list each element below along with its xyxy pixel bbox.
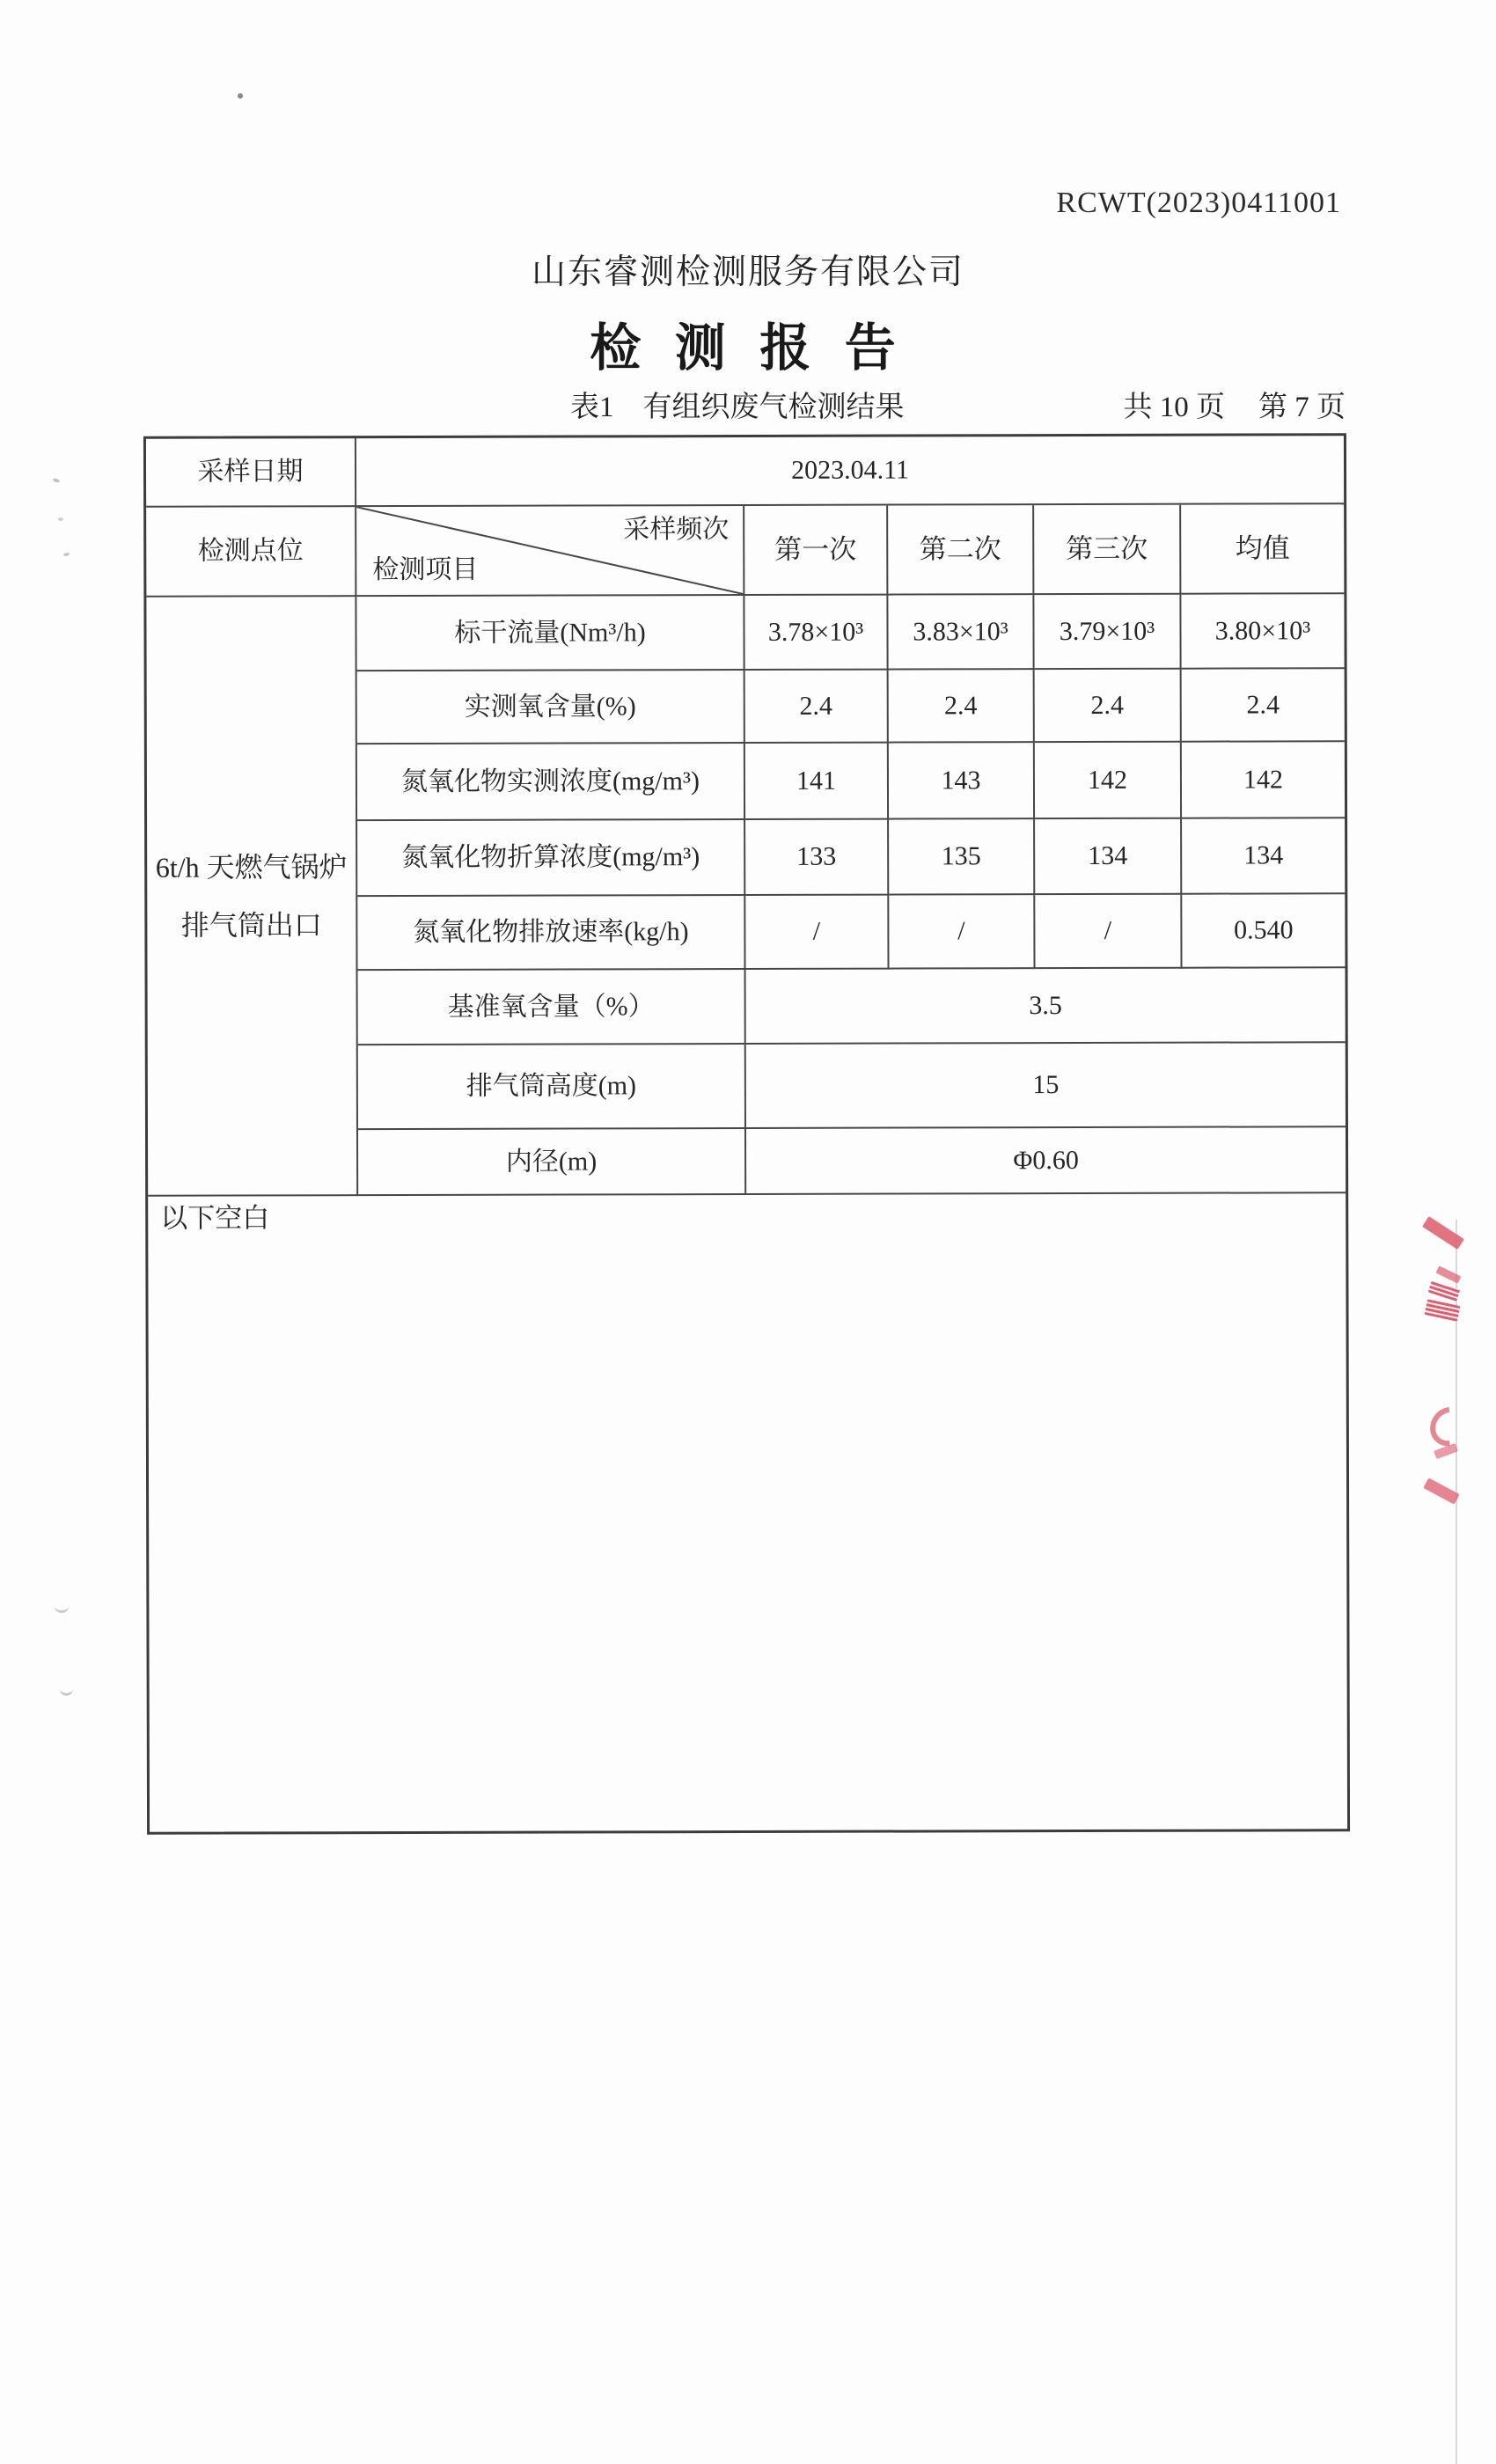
report-title: 检 测 报 告 [590, 319, 906, 377]
blank-area: 以下空白 [160, 1202, 270, 1234]
pagination [1124, 384, 1346, 425]
location-value [146, 597, 358, 1197]
row-item-ref-oxygen: 基准氧含量（%） [358, 970, 746, 1045]
table-value: 143 [889, 743, 1035, 819]
header-first: 第一次 [744, 506, 888, 596]
header-third: 第三次 [1034, 505, 1181, 595]
table-value: 3.83×10³ [888, 595, 1034, 670]
red-stamp-fragment [1423, 1478, 1459, 1504]
row-item-oxygen: 实测氧含量(%) [357, 671, 745, 744]
red-stamp-fragment [1435, 1265, 1461, 1283]
table-value: 2.4 [745, 671, 889, 744]
table-caption-row [570, 384, 1346, 425]
page-current: 第 7 页 [1258, 392, 1346, 423]
location-label: 检测点位 [146, 507, 356, 598]
header-second: 第二次 [888, 505, 1034, 595]
table-value: 3.80×10³ [1181, 594, 1344, 669]
scan-speck [58, 517, 63, 521]
table-value: 2.4 [889, 670, 1035, 743]
table-value: 134 [1035, 819, 1182, 895]
table-value: 135 [889, 819, 1035, 895]
table-value: 142 [1035, 743, 1182, 819]
company-name: 山东睿测检测服务有限公司 [531, 253, 964, 291]
diagonal-bottom-label: 检测项目 [372, 554, 479, 584]
scan-smudge [55, 1600, 69, 1613]
table-value: 141 [745, 744, 889, 820]
scan-edge-line [1456, 1220, 1457, 2464]
table-caption: 表1 有组织废气检测结果 [570, 392, 905, 423]
row-item-stack-height: 排气筒高度(m) [358, 1045, 746, 1130]
table-value: 0.540 [1182, 894, 1345, 968]
scan-speck [53, 478, 61, 483]
table-value-span: 3.5 [746, 968, 1346, 1045]
red-stamp-fragment [1422, 1216, 1464, 1250]
table-value: / [1035, 895, 1182, 969]
scan-smudge [60, 1683, 73, 1696]
location-value-line1: 6t/h 天燃气锅炉 [155, 850, 348, 884]
row-item-nox-rate: 氮氧化物排放速率(kg/h) [357, 896, 745, 971]
table-value: 3.79×10³ [1034, 595, 1181, 670]
location-value-line2: 排气筒出口 [180, 908, 322, 942]
header-average: 均值 [1181, 504, 1344, 594]
table-value: 2.4 [1035, 670, 1182, 743]
red-stamp-fragment [1434, 1443, 1458, 1459]
table-value: 3.78×10³ [744, 596, 888, 671]
table-value-span: 15 [746, 1043, 1346, 1129]
diagonal-header-cell [356, 506, 744, 597]
table-value: 2.4 [1182, 669, 1345, 742]
pages-total: 共 10 页 [1123, 392, 1225, 423]
table-value: 142 [1182, 742, 1345, 818]
row-item-nox-converted: 氮氧化物折算浓度(mg/m³) [357, 820, 745, 897]
table-value: 134 [1182, 818, 1345, 894]
red-stamp-fragment [1422, 1399, 1477, 1454]
table-value: / [889, 895, 1035, 969]
row-item-inner-diameter: 内径(m) [358, 1129, 746, 1196]
sampling-date-label: 采样日期 [146, 438, 356, 508]
scan-speck [63, 552, 70, 557]
row-item-flow: 标干流量(Nm³/h) [356, 596, 744, 671]
row-item-nox-measured: 氮氧化物实测浓度(mg/m³) [357, 744, 745, 821]
table-value: / [745, 896, 889, 970]
scan-speck [238, 93, 243, 99]
sampling-date-value: 2023.04.11 [356, 436, 1344, 507]
results-table [143, 433, 1350, 1835]
report-code: RCWT(2023)0411001 [1056, 187, 1341, 219]
table-value-span: Φ0.60 [746, 1127, 1346, 1195]
diagonal-top-label: 采样频次 [623, 515, 730, 545]
table-value: 133 [745, 820, 889, 896]
